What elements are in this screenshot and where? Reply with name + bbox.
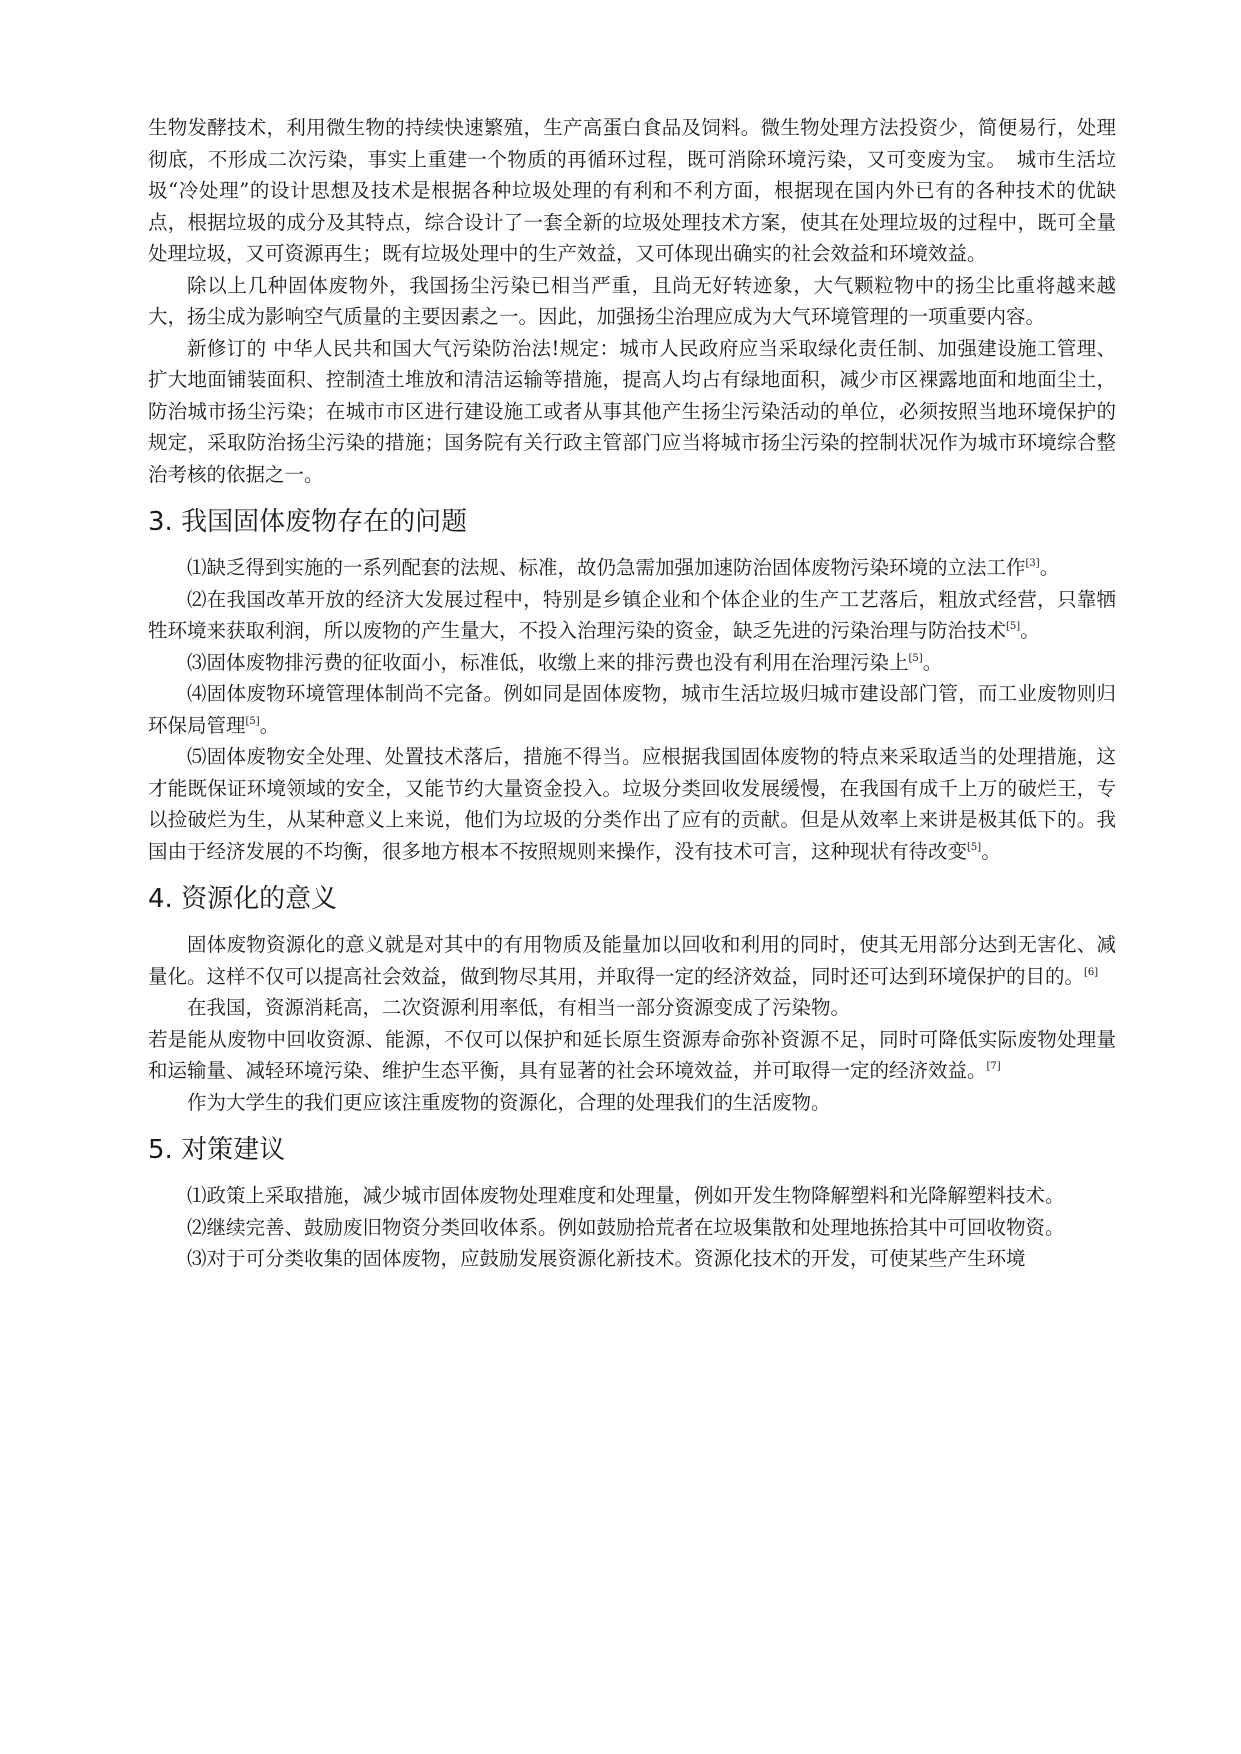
paragraph-dust-pollution: 除以上几种固体废物外，我国扬尘污染已相当严重，且尚无好转迹象，大气颗粒物中的扬尘比重将越来越大，扬尘成为影响空气质量的主要因素之一。因此，加强扬尘治理应成为大气环境管理的一项重要内容。 (148, 273, 1116, 328)
problem-item-text: ⑷固体废物环境管理体制尚不完备。例如同是固体废物，城市生活垃圾归城市建设部门管，而工业废物则归环保局管理 (148, 682, 1116, 737)
paragraph-biotech: 生物发酵技术，利用微生物的持续快速繁殖，生产高蛋白食品及饲料。微生物处理方法投资少，简便易行，处理彻底，不形成二次污染，事实上重建一个物质的再循环过程，既可消除环境污染，又可变废为宝。 城市生活垃圾“冷处理”的设计思想及技术是根据各种垃圾处理的有利和不利方面，根据现在国内外已有的各种技术的优缺点，根据垃圾的成分及其特点，综合设计了一套全新的垃圾处理技术方案，使其在处理垃圾的过程中，既可全量处理垃圾，又可资源再生；既有垃圾处理中的生产效益，又可体现出确实的社会效益和环境效益。 (148, 116, 1116, 265)
suggestion-item-2: ⑵继续完善、鼓励废旧物资分类回收体系。例如鼓励拾荒者在垃圾集散和处理地拣拾其中可回收物资。 (187, 1215, 1065, 1239)
section-heading-suggestions: 5. 对策建议 (148, 1135, 286, 1165)
problem-item-text: ⑸固体废物安全处理、处置技术落后，措施不得当。应根据我国固体废物的特点来采取适当的处理措施，这才能既保证环境领域的安全，又能节约大量资金投入。垃圾分类回收发展缓慢，在我国有成千上万的破烂王，专以捡破烂为生，从某种意义上来说，他们为垃圾的分类作出了应有的贡献。但是从效率上来讲是极其低下的。我国由于经济发展的不均衡，很多地方根本不按照规则来操作，没有技术可言，这种现状有待改变 (148, 745, 1116, 863)
citation-ref: [6] (1084, 966, 1099, 978)
problem-item-5: ⑸固体废物安全处理、处置技术落后，措施不得当。应根据我国固体废物的特点来采取适当的处理措施，这才能既保证环境领域的安全，又能节约大量资金投入。垃圾分类回收发展缓慢，在我国有成千上万的破烂王，专以捡破烂为生，从某种意义上来说，他们为垃圾的分类作出了应有的贡献。但是从效率上来讲是极其低下的。我国由于经济发展的不均衡，很多地方根本不按照规则来操作，没有技术可言，这种现状有待改变[5]。 (148, 745, 1116, 863)
significance-paragraph-4: 作为大学生的我们更应该注重废物的资源化，合理的处理我们的生活废物。 (187, 1090, 831, 1114)
problem-item-2: ⑵在我国改革开放的经济大发展过程中，特别是乡镇企业和个体企业的生产工艺落后，粗放式经营，只靠牺牲环境来获取利润，所以废物的产生量大，不投入治理污染的资金，缺乏先进的污染治理与防治技术[5]。 (148, 587, 1116, 642)
paragraph-air-law: 新修订的 中华人民共和国大气污染防治法!规定：城市人民政府应当采取绿化责任制、加强建设施工管理、扩大地面铺装面积、控制渣土堆放和清洁运输等措施，提高人均占有绿地面积，减少市区裸露地面和地面尘土，防治城市扬尘污染；在城市市区进行建设施工或者从事其他产生扬尘污染活动的单位，必须按照当地环境保护的规定，采取防治扬尘污染的措施；国务院有关行政主管部门应当将城市扬尘污染的控制状况作为城市环境综合整治考核的依据之一。 (148, 336, 1116, 486)
significance-paragraph-3 (148, 1024, 1116, 1087)
problem-item-1: ⑴缺乏得到实施的一系列配套的法规、标准，故仍急需加强加速防治固体废物污染环境的立法工作[3]。 (187, 556, 1060, 579)
citation-ref: [5] (245, 715, 260, 727)
document-body (148, 112, 1116, 1275)
paragraph-text: 固体废物资源化的意义就是对其中的有用物质及能量加以回收和利用的同时，使其无用部分达到无害化、减量化。这样不仅可以提高社会效益，做到物尽其用，并取得一定的经济效益，同时还可达到环境保护的目的。 (148, 933, 1116, 988)
citation-ref: [3] (1025, 558, 1040, 569)
section-heading-problems: 3. 我国固体废物存在的问题 (148, 507, 468, 537)
problem-item-text: ⑶固体废物排污费的征收面小，标准低，收缴上来的排污费也没有利用在治理污染上 (187, 650, 909, 674)
paragraph-text: 若是能从废物中回收资源、能源，不仅可以保护和延长原生资源寿命弥补资源不足，同时可降低实际废物处理量和运输量、减轻环境污染、维护生态平衡，具有显著的社会环境效益，并可取得一定的经济效益。 (148, 1027, 1116, 1082)
problem-item-text: ⑴缺乏得到实施的一系列配套的法规、标准，故仍急需加强加速防治固体废物污染环境的立法工作 (187, 556, 1026, 579)
citation-ref: [5] (967, 841, 982, 853)
problem-item-4: ⑷固体废物环境管理体制尚不完备。例如同是固体废物，城市生活垃圾归城市建设部门管，而工业废物则归环保局管理[5]。 (148, 682, 1116, 737)
problem-item-3: ⑶固体废物排污费的征收面小，标准低，收缴上来的排污费也没有利用在治理污染上[5]。 (187, 650, 943, 674)
significance-paragraph-1 (148, 929, 1116, 992)
citation-ref: [5] (908, 652, 923, 664)
citation-ref: [5] (1006, 621, 1021, 632)
significance-paragraph-2: 在我国，资源消耗高，二次资源利用率低，有相当一部分资源变成了污染物。 (187, 996, 851, 1019)
problem-item-text: ⑵在我国改革开放的经济大发展过程中，特别是乡镇企业和个体企业的生产工艺落后，粗放式经营，只靠牺牲环境来获取利润，所以废物的产生量大，不投入治理污染的资金，缺乏先进的污染治理与防治技术 (148, 587, 1116, 642)
section-heading-significance: 4. 资源化的意义 (148, 884, 338, 914)
suggestion-item-1: ⑴政策上采取措施，减少城市固体废物处理难度和处理量，例如开发生物降解塑料和光降解塑料技术。 (187, 1184, 1065, 1207)
suggestion-item-3: ⑶对于可分类收集的固体废物，应鼓励发展资源化新技术。资源化技术的开发，可使某些产生环境 (187, 1247, 1026, 1270)
citation-ref: [7] (986, 1061, 1001, 1072)
